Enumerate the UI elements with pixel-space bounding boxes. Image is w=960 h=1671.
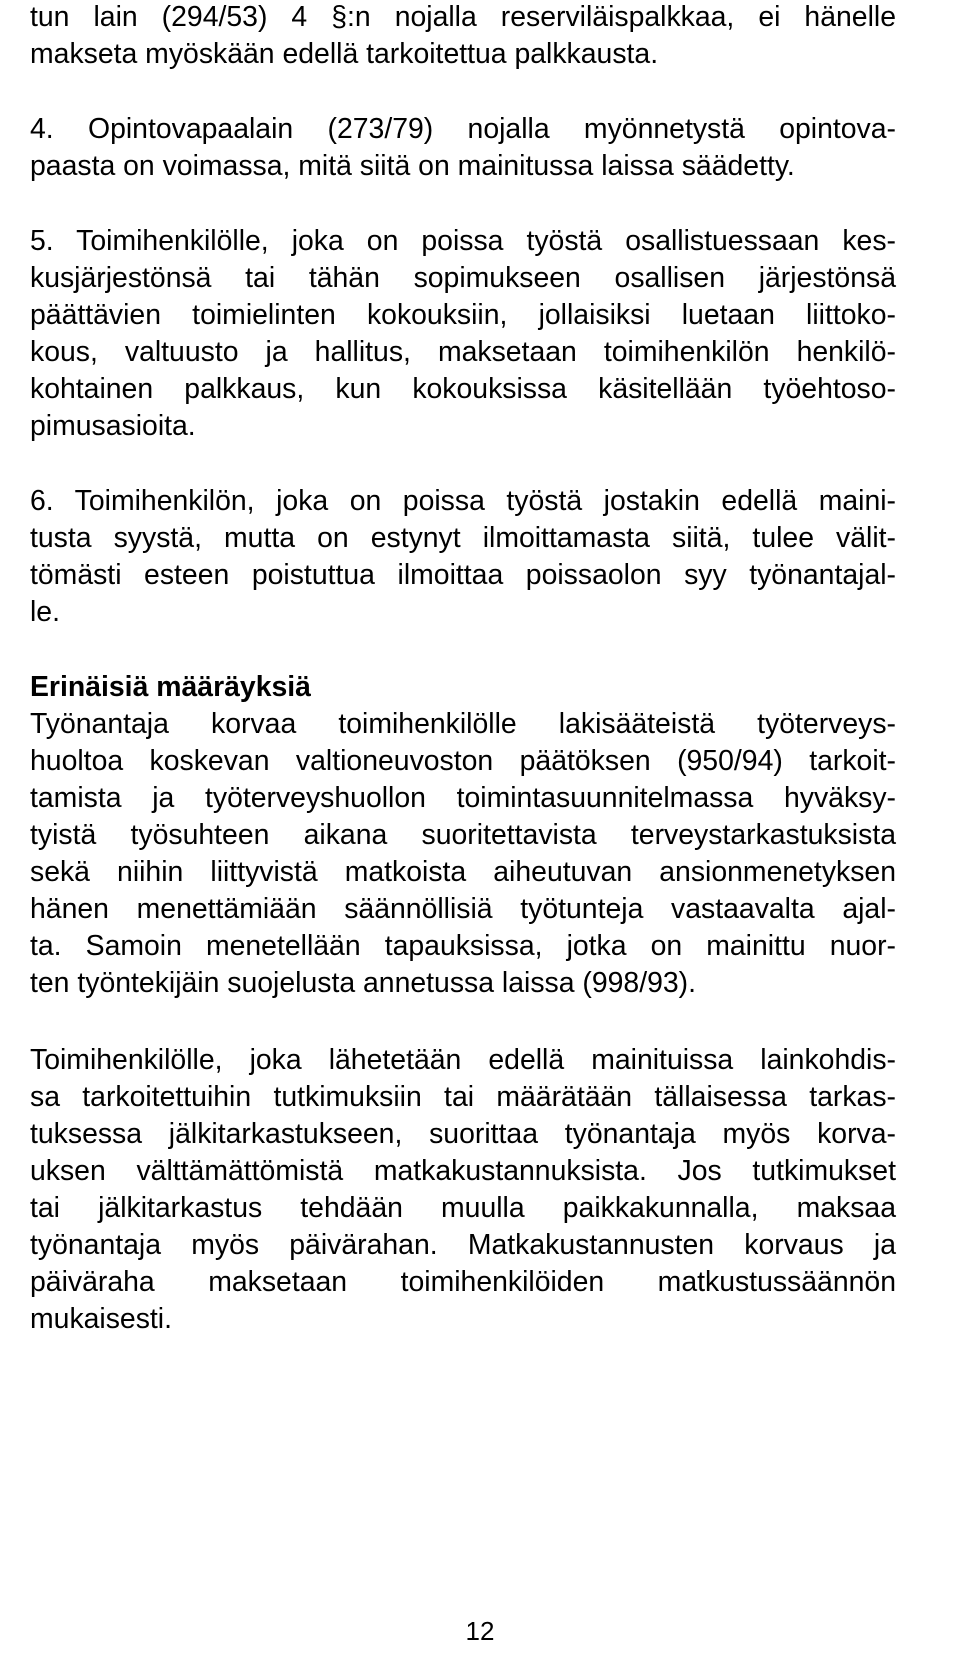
- text-line: Toimihenkilölle, joka lähetetään edellä mainituissa lainkohdis-: [30, 1044, 896, 1076]
- text-line: le.: [30, 596, 60, 628]
- text-line: tuksessa jälkitarkastukseen, suorittaa työnantaja myös korva-: [30, 1118, 896, 1150]
- text-line: tusta syystä, mutta on estynyt ilmoittamasta siitä, tulee välit-: [30, 522, 896, 554]
- text-line: sekä niihin liittyvistä matkoista aiheutuvan ansionmenetyksen: [30, 856, 896, 888]
- text-line: päättävien toimielinten kokouksiin, jollaisiksi luetaan liittoko-: [30, 299, 896, 331]
- text-line: paasta on voimassa, mitä siitä on mainitussa laissa säädetty.: [30, 150, 795, 182]
- text-line: 4. Opintovapaalain (273/79) nojalla myönnetystä opintova-: [30, 113, 896, 145]
- text-line: tun lain (294/53) 4 §:n nojalla reserviläispalkkaa, ei hänelle: [30, 1, 896, 33]
- text-line: tömästi esteen poistuttua ilmoittaa poissaolon syy työnantajal-: [30, 559, 896, 591]
- text-line: hänen menettämiään säännöllisiä työtunteja vastaavalta ajal-: [30, 893, 896, 925]
- text-line: mukaisesti.: [30, 1303, 172, 1335]
- text-line: 6. Toimihenkilön, joka on poissa työstä jostakin edellä maini-: [30, 485, 896, 517]
- text-line: ten työntekijäin suojelusta annetussa laissa (998/93).: [30, 967, 697, 999]
- text-line: pimusasioita.: [30, 410, 196, 442]
- text-line: huoltoa koskevan valtioneuvoston päätöksen (950/94) tarkoit-: [30, 745, 896, 777]
- text-line: tai jälkitarkastus tehdään muulla paikkakunnalla, maksaa: [30, 1192, 896, 1224]
- text-line: 5. Toimihenkilölle, joka on poissa työstä osallistuessaan kes-: [30, 225, 896, 257]
- text-line: uksen välttämättömistä matkakustannuksista. Jos tutkimukset: [30, 1155, 896, 1187]
- text-line: kohtainen palkkaus, kun kokouksissa käsitellään työehtoso-: [30, 373, 896, 405]
- text-line: tamista ja työterveyshuollon toimintasuunnitelmassa hyväksy-: [30, 782, 896, 814]
- text-line: makseta myöskään edellä tarkoitettua palkkausta.: [30, 38, 659, 70]
- text-line: päiväraha maksetaan toimihenkilöiden matkustussäännön: [30, 1266, 896, 1298]
- text-line: työnantaja myös päivärahan. Matkakustannusten korvaus ja: [30, 1229, 896, 1261]
- text-line: tyistä työsuhteen aikana suoritettavista terveystarkastuksista: [30, 819, 896, 851]
- section-heading: Erinäisiä määräyksiä: [30, 671, 311, 703]
- text-line: sa tarkoitettuihin tutkimuksiin tai määrätään tällaisessa tarkas-: [30, 1081, 896, 1113]
- text-line: kous, valtuusto ja hallitus, maksetaan toimihenkilön henkilö-: [30, 336, 896, 368]
- text-line: Työnantaja korvaa toimihenkilölle lakisääteistä työterveys-: [30, 708, 896, 740]
- text-line: kusjärjestönsä tai tähän sopimukseen osallisen järjestönsä: [30, 262, 896, 294]
- text-line: ta. Samoin menetellään tapauksissa, jotka on mainittu nuor-: [30, 930, 896, 962]
- page-number: 12: [465, 1616, 495, 1646]
